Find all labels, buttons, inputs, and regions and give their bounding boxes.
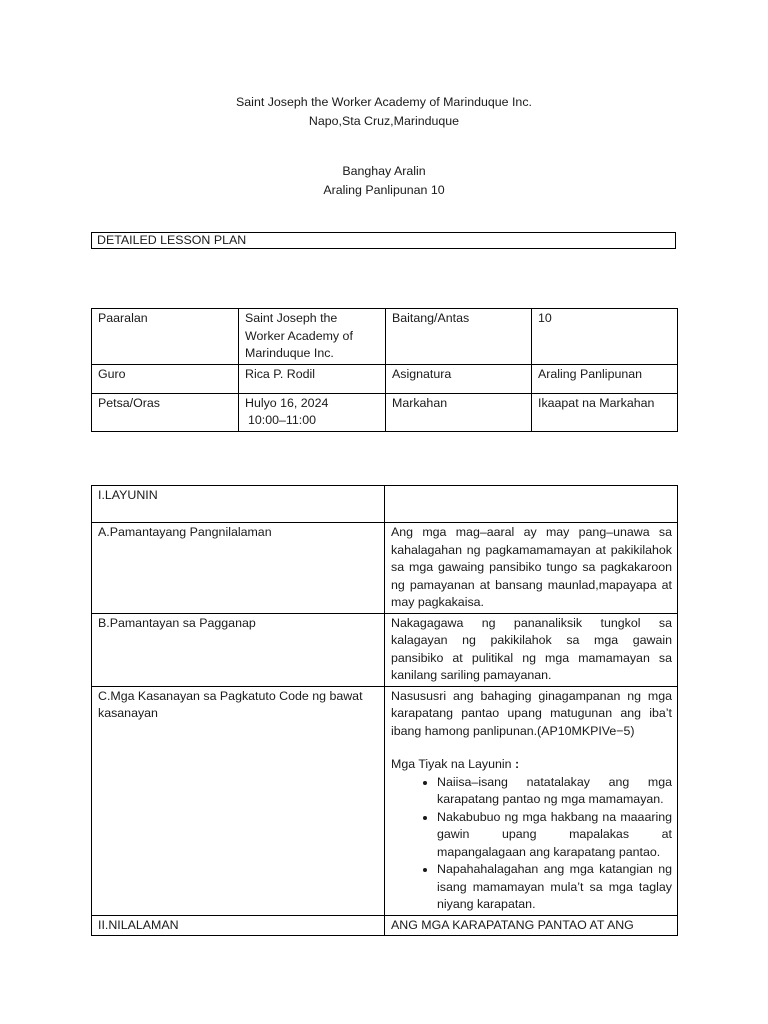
objectives-heading-text: Mga Tiyak na Layunin	[391, 757, 512, 771]
section-layunin-empty	[385, 486, 678, 523]
value-school: Saint Joseph the Worker Academy of Marinduque Inc.	[239, 309, 386, 365]
label-pamantayan-pagganap: B.Pamantayan sa Pagganap	[92, 613, 385, 686]
label-pamantayang-pangnilalaman: A.Pamantayang Pangnilalaman	[92, 523, 385, 614]
section-nilalaman: II.NILALAMAN	[92, 915, 385, 936]
label-baitang: Baitang/Antas	[386, 309, 532, 365]
info-row-teacher	[92, 364, 678, 393]
value-grade: 10	[532, 309, 678, 365]
cell-kasanayan	[385, 686, 678, 915]
subject-grade: Araling Panlipunan 10	[323, 183, 445, 197]
value-date: Hulyo 16, 2024	[245, 395, 329, 410]
objectives-colon: :	[511, 757, 520, 771]
row-layunin	[92, 486, 678, 523]
objective-item: • Naiisa–isang natatalakay ang mga karapatang pantao ng mga mamamayan.	[437, 774, 672, 809]
text-pamantayang-pangnilalaman: Ang mga mag–aaral ay may pang–unawa sa kahalagahan ng pagkamamamayan at pakikilahok sa mga gawaing pansibiko tungo sa pagkakaroon ng pamayanan at bansang maunlad,mapayapa at may pagkakaisa.	[385, 523, 678, 614]
value-time: 10:00–11:00	[248, 413, 316, 427]
label-asignatura: Asignatura	[386, 364, 532, 393]
objectives-heading	[391, 756, 672, 774]
document-title: Banghay Aralin	[342, 164, 426, 178]
text-nilalaman: ANG MGA KARAPATANG PANTAO AT ANG	[385, 915, 678, 936]
info-row-school	[92, 309, 678, 365]
label-petsa: Petsa/Oras	[92, 393, 239, 431]
objective-item: • Napahahalagahan ang mga katangian ng isang mamamayan mula’t sa mga taglay niyang karapatan.	[437, 861, 672, 914]
school-address: Napo,Sta Cruz,Marinduque	[308, 114, 460, 128]
label-guro: Guro	[92, 364, 239, 393]
section-layunin: I.LAYUNIN	[92, 486, 385, 523]
objectives-list	[391, 774, 672, 914]
value-teacher: Rica P. Rodil	[239, 364, 386, 393]
row-nilalaman	[92, 915, 678, 936]
objective-item: • Nakabubuo ng mga hakbang na maaaring gawin upang mapalakas at mapangalagaan ang karapatang pantao.	[437, 809, 672, 862]
row-pamantayang-pangnilalaman	[92, 523, 678, 614]
label-markahan: Markahan	[386, 393, 532, 431]
info-row-date	[92, 393, 678, 431]
value-quarter: Ikaapat na Markahan	[532, 393, 678, 431]
label-kasanayan: C.Mga Kasanayan sa Pagkatuto Code ng bawat kasanayan	[92, 686, 385, 915]
row-pamantayan-pagganap	[92, 613, 678, 686]
label-paaralan: Paaralan	[92, 309, 239, 365]
value-date-time	[239, 393, 386, 431]
text-pamantayan-pagganap: Nakagagawa ng pananaliksik tungkol sa kalagayan ng pakikilahok sa mga gawain pansibiko at pulitikal ng mga mamamayan sa kanilang sariling pamayanan.	[385, 613, 678, 686]
school-name: Saint Joseph the Worker Academy of Marinduque Inc.	[236, 95, 532, 109]
info-table	[91, 308, 678, 432]
detailed-lesson-plan-banner: DETAILED LESSON PLAN	[91, 232, 676, 249]
lesson-table	[91, 485, 678, 936]
text-kasanayan: Nasususri ang bahaging ginagampanan ng mga karapatang pantao upang matugunan ang iba’t ibang hamong panlipunan.(AP10MKPIVe−5)	[391, 688, 672, 738]
value-subject: Araling Panlipunan	[532, 364, 678, 393]
row-kasanayan	[92, 686, 678, 915]
